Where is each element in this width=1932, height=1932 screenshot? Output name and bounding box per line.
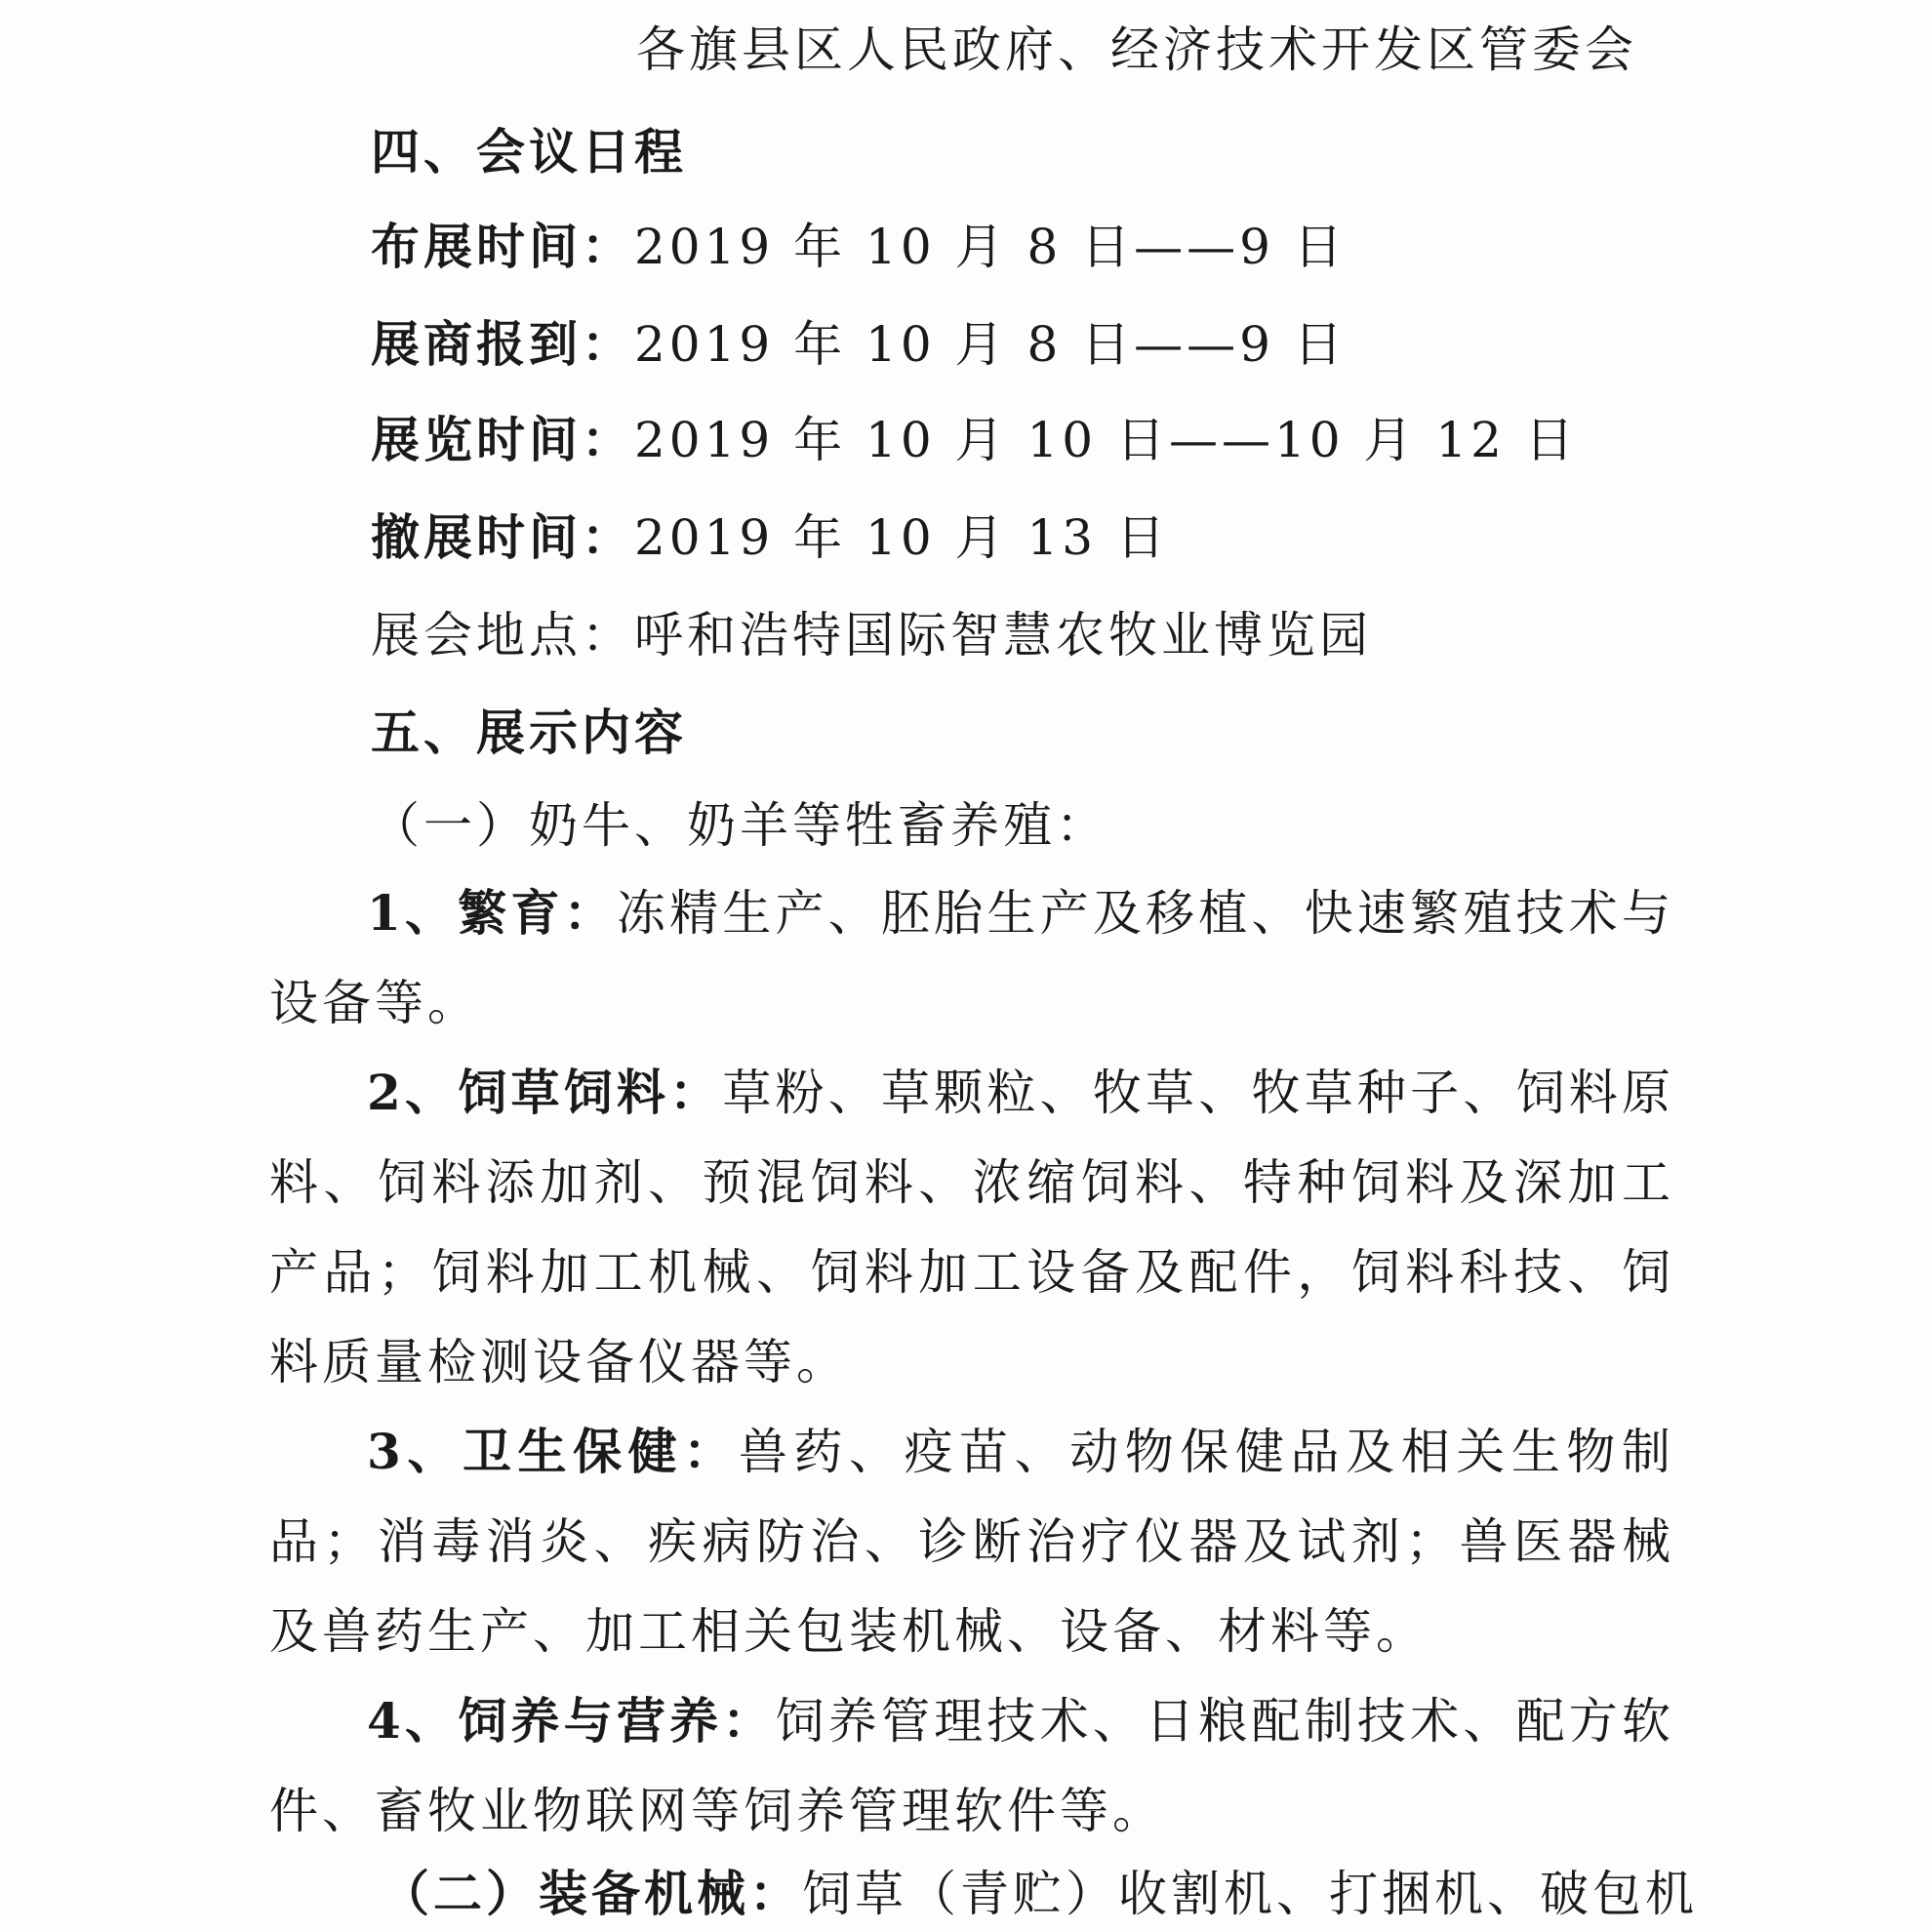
- item-breeding: [269, 868, 1674, 1048]
- schedule-row: [371, 410, 1578, 470]
- item-health: [269, 1407, 1674, 1676]
- schedule-value: 呼和浩特国际智慧农牧业博览园: [634, 607, 1372, 664]
- schedule-value: 2019 年 10 月 13 日: [634, 509, 1169, 566]
- schedule-label: 展商报到：: [371, 315, 634, 373]
- item-title: 3、卫生保健：: [367, 1423, 739, 1480]
- schedule-label: 布展时间：: [371, 218, 634, 275]
- item-title: 1、繁育：: [367, 884, 617, 942]
- item-feeding: [269, 1676, 1674, 1856]
- item-text: 冻精生产、胚胎生产及移植、快速繁殖技术与设备等。: [269, 885, 1674, 1031]
- subheading-equipment-text: 饲草（青贮）收割机、打捆机、破包机: [802, 1866, 1698, 1922]
- item-text: 兽药、疫苗、动物保健品及相关生物制品；消毒消炎、疾病防治、诊断治疗仪器及试剂；兽医器械及兽药生产、加工相关包装机械、设备、材料等。: [269, 1424, 1674, 1660]
- section5-heading: 五、展示内容: [371, 704, 687, 761]
- recipients-line: 各旗县区人民政府、经济技术开发区管委会: [636, 21, 1637, 78]
- schedule-row: [371, 217, 1347, 277]
- schedule-row: [371, 605, 1372, 665]
- subheading-equipment-title: （二）装备机械：: [381, 1865, 802, 1922]
- schedule-value: 2019 年 10 月 8 日——9 日: [634, 219, 1347, 275]
- item-text: 饲养管理技术、日粮配制技术、配方软件、畜牧业物联网等饲养管理软件等。: [269, 1693, 1674, 1839]
- item-forage: [269, 1048, 1674, 1407]
- schedule-value: 2019 年 10 月 8 日——9 日: [634, 316, 1347, 373]
- subheading-equipment: [381, 1864, 1698, 1924]
- schedule-label: 展会地点：: [371, 607, 634, 664]
- schedule-row: [371, 507, 1169, 568]
- item-title: 2、饲草饲料：: [367, 1064, 723, 1121]
- schedule-value: 2019 年 10 月 10 日——10 月 12 日: [634, 412, 1578, 468]
- item-text: 草粉、草颗粒、牧草、牧草种子、饲料原料、饲料添加剂、预混饲料、浓缩饲料、特种饲料及深加工产品；饲料加工机械、饲料加工设备及配件，饲料科技、饲料质量检测设备仪器等。: [269, 1065, 1674, 1390]
- schedule-label: 展览时间：: [371, 411, 634, 468]
- section4-heading: 四、会议日程: [371, 123, 687, 181]
- item-title: 4、饲养与营养：: [367, 1692, 776, 1750]
- schedule-row: [371, 314, 1347, 375]
- schedule-label: 撤展时间：: [371, 508, 634, 566]
- subheading-livestock: （一）奶牛、奶羊等牲畜养殖：: [371, 797, 1108, 854]
